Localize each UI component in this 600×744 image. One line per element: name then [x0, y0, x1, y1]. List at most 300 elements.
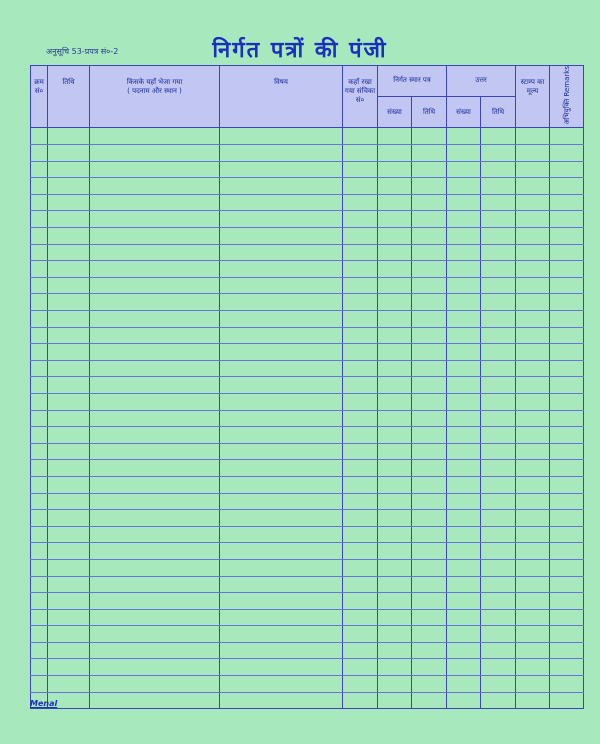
table-cell[interactable] — [378, 410, 412, 427]
table-cell[interactable] — [550, 128, 584, 145]
table-cell[interactable] — [481, 642, 516, 659]
table-cell[interactable] — [516, 393, 550, 410]
table-cell[interactable] — [90, 559, 220, 576]
table-cell[interactable] — [48, 676, 90, 693]
table-cell[interactable] — [516, 659, 550, 676]
table-cell[interactable] — [447, 510, 481, 527]
table-cell[interactable] — [378, 593, 412, 610]
table-cell[interactable] — [481, 410, 516, 427]
table-cell[interactable] — [31, 311, 48, 328]
table-cell[interactable] — [90, 228, 220, 245]
table-cell[interactable] — [481, 327, 516, 344]
table-cell[interactable] — [343, 360, 378, 377]
table-cell[interactable] — [550, 659, 584, 676]
table-cell[interactable] — [412, 609, 447, 626]
table-cell[interactable] — [48, 178, 90, 195]
table-cell[interactable] — [48, 161, 90, 178]
table-cell[interactable] — [378, 659, 412, 676]
table-cell[interactable] — [343, 642, 378, 659]
table-cell[interactable] — [550, 344, 584, 361]
table-cell[interactable] — [343, 476, 378, 493]
table-cell[interactable] — [412, 543, 447, 560]
table-cell[interactable] — [343, 377, 378, 394]
table-cell[interactable] — [516, 543, 550, 560]
table-cell[interactable] — [220, 128, 343, 145]
table-cell[interactable] — [31, 642, 48, 659]
table-cell[interactable] — [516, 443, 550, 460]
table-cell[interactable] — [90, 294, 220, 311]
table-cell[interactable] — [447, 161, 481, 178]
table-cell[interactable] — [90, 211, 220, 228]
table-cell[interactable] — [481, 360, 516, 377]
table-cell[interactable] — [31, 476, 48, 493]
table-cell[interactable] — [343, 327, 378, 344]
table-cell[interactable] — [378, 443, 412, 460]
table-cell[interactable] — [48, 261, 90, 278]
table-cell[interactable] — [31, 377, 48, 394]
table-cell[interactable] — [481, 659, 516, 676]
table-cell[interactable] — [31, 559, 48, 576]
table-cell[interactable] — [48, 410, 90, 427]
table-cell[interactable] — [220, 443, 343, 460]
table-cell[interactable] — [378, 476, 412, 493]
table-cell[interactable] — [48, 593, 90, 610]
table-cell[interactable] — [48, 510, 90, 527]
table-cell[interactable] — [412, 593, 447, 610]
table-cell[interactable] — [516, 559, 550, 576]
table-cell[interactable] — [516, 311, 550, 328]
table-cell[interactable] — [447, 261, 481, 278]
table-cell[interactable] — [412, 277, 447, 294]
table-cell[interactable] — [343, 676, 378, 693]
table-cell[interactable] — [481, 493, 516, 510]
table-cell[interactable] — [516, 244, 550, 261]
table-cell[interactable] — [31, 128, 48, 145]
table-cell[interactable] — [378, 676, 412, 693]
table-cell[interactable] — [90, 360, 220, 377]
table-cell[interactable] — [48, 460, 90, 477]
table-cell[interactable] — [48, 294, 90, 311]
table-cell[interactable] — [447, 576, 481, 593]
table-cell[interactable] — [90, 327, 220, 344]
table-cell[interactable] — [550, 228, 584, 245]
table-cell[interactable] — [343, 277, 378, 294]
table-cell[interactable] — [481, 393, 516, 410]
table-cell[interactable] — [447, 145, 481, 162]
table-cell[interactable] — [220, 659, 343, 676]
table-cell[interactable] — [48, 526, 90, 543]
table-cell[interactable] — [90, 244, 220, 261]
table-cell[interactable] — [31, 277, 48, 294]
table-cell[interactable] — [90, 377, 220, 394]
table-cell[interactable] — [481, 609, 516, 626]
table-cell[interactable] — [378, 128, 412, 145]
table-cell[interactable] — [31, 443, 48, 460]
table-cell[interactable] — [447, 277, 481, 294]
table-cell[interactable] — [481, 559, 516, 576]
table-cell[interactable] — [447, 443, 481, 460]
table-cell[interactable] — [90, 145, 220, 162]
table-cell[interactable] — [31, 244, 48, 261]
table-cell[interactable] — [378, 327, 412, 344]
table-cell[interactable] — [412, 692, 447, 709]
table-cell[interactable] — [48, 128, 90, 145]
table-cell[interactable] — [31, 194, 48, 211]
table-cell[interactable] — [412, 659, 447, 676]
table-cell[interactable] — [447, 360, 481, 377]
table-cell[interactable] — [481, 593, 516, 610]
table-cell[interactable] — [48, 642, 90, 659]
table-cell[interactable] — [550, 277, 584, 294]
table-cell[interactable] — [447, 194, 481, 211]
table-cell[interactable] — [481, 194, 516, 211]
table-cell[interactable] — [378, 211, 412, 228]
table-cell[interactable] — [90, 692, 220, 709]
table-cell[interactable] — [220, 377, 343, 394]
table-cell[interactable] — [481, 211, 516, 228]
table-cell[interactable] — [516, 609, 550, 626]
table-cell[interactable] — [550, 327, 584, 344]
table-cell[interactable] — [48, 393, 90, 410]
table-cell[interactable] — [447, 609, 481, 626]
table-cell[interactable] — [412, 676, 447, 693]
table-cell[interactable] — [447, 311, 481, 328]
table-cell[interactable] — [550, 476, 584, 493]
table-cell[interactable] — [412, 377, 447, 394]
table-cell[interactable] — [550, 609, 584, 626]
table-cell[interactable] — [447, 427, 481, 444]
table-cell[interactable] — [550, 543, 584, 560]
table-cell[interactable] — [412, 559, 447, 576]
table-cell[interactable] — [48, 427, 90, 444]
table-cell[interactable] — [343, 576, 378, 593]
table-cell[interactable] — [378, 311, 412, 328]
table-cell[interactable] — [412, 526, 447, 543]
table-cell[interactable] — [516, 476, 550, 493]
table-cell[interactable] — [48, 543, 90, 560]
table-cell[interactable] — [412, 360, 447, 377]
table-cell[interactable] — [48, 244, 90, 261]
table-cell[interactable] — [412, 427, 447, 444]
table-cell[interactable] — [447, 676, 481, 693]
table-cell[interactable] — [550, 692, 584, 709]
table-cell[interactable] — [447, 543, 481, 560]
table-cell[interactable] — [447, 559, 481, 576]
table-cell[interactable] — [378, 510, 412, 527]
table-cell[interactable] — [343, 294, 378, 311]
table-cell[interactable] — [447, 344, 481, 361]
table-cell[interactable] — [90, 593, 220, 610]
table-cell[interactable] — [343, 659, 378, 676]
table-cell[interactable] — [550, 526, 584, 543]
table-cell[interactable] — [31, 393, 48, 410]
table-cell[interactable] — [48, 327, 90, 344]
table-cell[interactable] — [31, 161, 48, 178]
table-cell[interactable] — [550, 377, 584, 394]
table-cell[interactable] — [220, 510, 343, 527]
table-cell[interactable] — [90, 626, 220, 643]
table-cell[interactable] — [412, 244, 447, 261]
table-cell[interactable] — [412, 410, 447, 427]
table-cell[interactable] — [516, 510, 550, 527]
table-cell[interactable] — [447, 178, 481, 195]
table-cell[interactable] — [481, 460, 516, 477]
table-cell[interactable] — [343, 526, 378, 543]
table-cell[interactable] — [31, 543, 48, 560]
table-cell[interactable] — [343, 228, 378, 245]
table-cell[interactable] — [343, 311, 378, 328]
table-cell[interactable] — [447, 228, 481, 245]
table-cell[interactable] — [90, 410, 220, 427]
table-cell[interactable] — [343, 128, 378, 145]
table-cell[interactable] — [220, 194, 343, 211]
table-cell[interactable] — [412, 344, 447, 361]
table-cell[interactable] — [220, 327, 343, 344]
table-cell[interactable] — [378, 493, 412, 510]
table-cell[interactable] — [48, 443, 90, 460]
table-cell[interactable] — [220, 626, 343, 643]
table-cell[interactable] — [516, 526, 550, 543]
table-cell[interactable] — [31, 228, 48, 245]
table-cell[interactable] — [90, 443, 220, 460]
table-cell[interactable] — [48, 145, 90, 162]
table-cell[interactable] — [90, 261, 220, 278]
table-cell[interactable] — [378, 161, 412, 178]
table-cell[interactable] — [481, 377, 516, 394]
table-cell[interactable] — [550, 626, 584, 643]
table-cell[interactable] — [516, 294, 550, 311]
table-cell[interactable] — [48, 360, 90, 377]
table-cell[interactable] — [412, 311, 447, 328]
table-cell[interactable] — [31, 294, 48, 311]
table-cell[interactable] — [48, 476, 90, 493]
table-cell[interactable] — [48, 277, 90, 294]
table-cell[interactable] — [220, 211, 343, 228]
table-cell[interactable] — [31, 510, 48, 527]
table-cell[interactable] — [343, 609, 378, 626]
table-cell[interactable] — [90, 393, 220, 410]
table-cell[interactable] — [90, 642, 220, 659]
table-cell[interactable] — [343, 393, 378, 410]
table-cell[interactable] — [550, 211, 584, 228]
table-cell[interactable] — [343, 344, 378, 361]
table-cell[interactable] — [550, 194, 584, 211]
table-cell[interactable] — [378, 460, 412, 477]
table-cell[interactable] — [447, 659, 481, 676]
table-cell[interactable] — [550, 443, 584, 460]
table-cell[interactable] — [412, 576, 447, 593]
table-cell[interactable] — [90, 311, 220, 328]
table-cell[interactable] — [516, 228, 550, 245]
table-cell[interactable] — [481, 626, 516, 643]
table-cell[interactable] — [412, 261, 447, 278]
table-cell[interactable] — [481, 510, 516, 527]
table-cell[interactable] — [343, 194, 378, 211]
table-cell[interactable] — [516, 194, 550, 211]
table-cell[interactable] — [378, 178, 412, 195]
table-cell[interactable] — [343, 211, 378, 228]
table-cell[interactable] — [90, 194, 220, 211]
table-cell[interactable] — [412, 228, 447, 245]
table-cell[interactable] — [343, 427, 378, 444]
table-cell[interactable] — [90, 277, 220, 294]
table-cell[interactable] — [481, 543, 516, 560]
table-cell[interactable] — [481, 178, 516, 195]
table-cell[interactable] — [516, 692, 550, 709]
table-cell[interactable] — [90, 510, 220, 527]
table-cell[interactable] — [550, 161, 584, 178]
table-cell[interactable] — [412, 460, 447, 477]
table-cell[interactable] — [481, 228, 516, 245]
table-cell[interactable] — [48, 377, 90, 394]
table-cell[interactable] — [31, 626, 48, 643]
table-cell[interactable] — [550, 510, 584, 527]
table-cell[interactable] — [31, 576, 48, 593]
table-cell[interactable] — [412, 642, 447, 659]
table-cell[interactable] — [516, 161, 550, 178]
table-cell[interactable] — [90, 659, 220, 676]
table-cell[interactable] — [220, 178, 343, 195]
table-cell[interactable] — [31, 609, 48, 626]
table-cell[interactable] — [481, 311, 516, 328]
table-cell[interactable] — [90, 161, 220, 178]
table-cell[interactable] — [220, 277, 343, 294]
table-cell[interactable] — [447, 626, 481, 643]
table-cell[interactable] — [550, 642, 584, 659]
table-cell[interactable] — [378, 360, 412, 377]
table-cell[interactable] — [220, 161, 343, 178]
table-cell[interactable] — [343, 460, 378, 477]
table-cell[interactable] — [90, 526, 220, 543]
table-cell[interactable] — [481, 145, 516, 162]
table-cell[interactable] — [220, 228, 343, 245]
table-cell[interactable] — [378, 543, 412, 560]
table-cell[interactable] — [343, 593, 378, 610]
table-cell[interactable] — [378, 277, 412, 294]
table-cell[interactable] — [550, 178, 584, 195]
table-cell[interactable] — [48, 211, 90, 228]
table-cell[interactable] — [220, 543, 343, 560]
table-cell[interactable] — [90, 609, 220, 626]
table-cell[interactable] — [481, 277, 516, 294]
table-cell[interactable] — [343, 410, 378, 427]
table-cell[interactable] — [90, 493, 220, 510]
table-cell[interactable] — [378, 145, 412, 162]
table-cell[interactable] — [48, 228, 90, 245]
table-cell[interactable] — [412, 327, 447, 344]
table-cell[interactable] — [447, 211, 481, 228]
table-cell[interactable] — [378, 427, 412, 444]
table-cell[interactable] — [48, 576, 90, 593]
table-cell[interactable] — [550, 576, 584, 593]
table-cell[interactable] — [481, 676, 516, 693]
table-cell[interactable] — [343, 261, 378, 278]
table-cell[interactable] — [31, 659, 48, 676]
table-cell[interactable] — [90, 676, 220, 693]
table-cell[interactable] — [31, 493, 48, 510]
table-cell[interactable] — [343, 543, 378, 560]
table-cell[interactable] — [220, 493, 343, 510]
table-cell[interactable] — [550, 311, 584, 328]
table-cell[interactable] — [220, 261, 343, 278]
table-cell[interactable] — [516, 410, 550, 427]
table-cell[interactable] — [31, 676, 48, 693]
table-cell[interactable] — [31, 460, 48, 477]
table-cell[interactable] — [31, 526, 48, 543]
table-cell[interactable] — [378, 377, 412, 394]
table-cell[interactable] — [48, 344, 90, 361]
table-cell[interactable] — [447, 294, 481, 311]
table-cell[interactable] — [220, 344, 343, 361]
table-cell[interactable] — [220, 526, 343, 543]
table-cell[interactable] — [516, 128, 550, 145]
table-cell[interactable] — [447, 692, 481, 709]
table-cell[interactable] — [31, 344, 48, 361]
table-cell[interactable] — [48, 493, 90, 510]
table-cell[interactable] — [48, 609, 90, 626]
table-cell[interactable] — [378, 626, 412, 643]
table-cell[interactable] — [550, 427, 584, 444]
table-cell[interactable] — [516, 211, 550, 228]
table-cell[interactable] — [412, 510, 447, 527]
table-cell[interactable] — [220, 294, 343, 311]
table-cell[interactable] — [412, 294, 447, 311]
table-cell[interactable] — [378, 294, 412, 311]
table-cell[interactable] — [220, 692, 343, 709]
table-cell[interactable] — [447, 327, 481, 344]
table-cell[interactable] — [48, 659, 90, 676]
table-cell[interactable] — [412, 128, 447, 145]
table-cell[interactable] — [481, 261, 516, 278]
table-cell[interactable] — [447, 410, 481, 427]
table-cell[interactable] — [481, 344, 516, 361]
table-cell[interactable] — [220, 609, 343, 626]
table-cell[interactable] — [90, 476, 220, 493]
table-cell[interactable] — [447, 526, 481, 543]
table-cell[interactable] — [481, 128, 516, 145]
table-cell[interactable] — [481, 161, 516, 178]
table-cell[interactable] — [378, 692, 412, 709]
table-cell[interactable] — [516, 261, 550, 278]
table-cell[interactable] — [412, 194, 447, 211]
table-cell[interactable] — [516, 676, 550, 693]
table-cell[interactable] — [481, 526, 516, 543]
table-cell[interactable] — [31, 593, 48, 610]
table-cell[interactable] — [550, 294, 584, 311]
table-cell[interactable] — [516, 593, 550, 610]
table-cell[interactable] — [481, 476, 516, 493]
table-cell[interactable] — [378, 228, 412, 245]
table-cell[interactable] — [412, 178, 447, 195]
table-cell[interactable] — [481, 294, 516, 311]
table-cell[interactable] — [516, 327, 550, 344]
table-cell[interactable] — [481, 244, 516, 261]
table-cell[interactable] — [220, 460, 343, 477]
table-cell[interactable] — [343, 692, 378, 709]
table-cell[interactable] — [48, 559, 90, 576]
table-cell[interactable] — [31, 360, 48, 377]
table-cell[interactable] — [220, 476, 343, 493]
table-cell[interactable] — [550, 559, 584, 576]
table-cell[interactable] — [343, 443, 378, 460]
table-cell[interactable] — [90, 543, 220, 560]
table-cell[interactable] — [481, 576, 516, 593]
table-cell[interactable] — [378, 559, 412, 576]
table-cell[interactable] — [90, 344, 220, 361]
table-cell[interactable] — [220, 593, 343, 610]
table-cell[interactable] — [378, 393, 412, 410]
table-cell[interactable] — [31, 178, 48, 195]
